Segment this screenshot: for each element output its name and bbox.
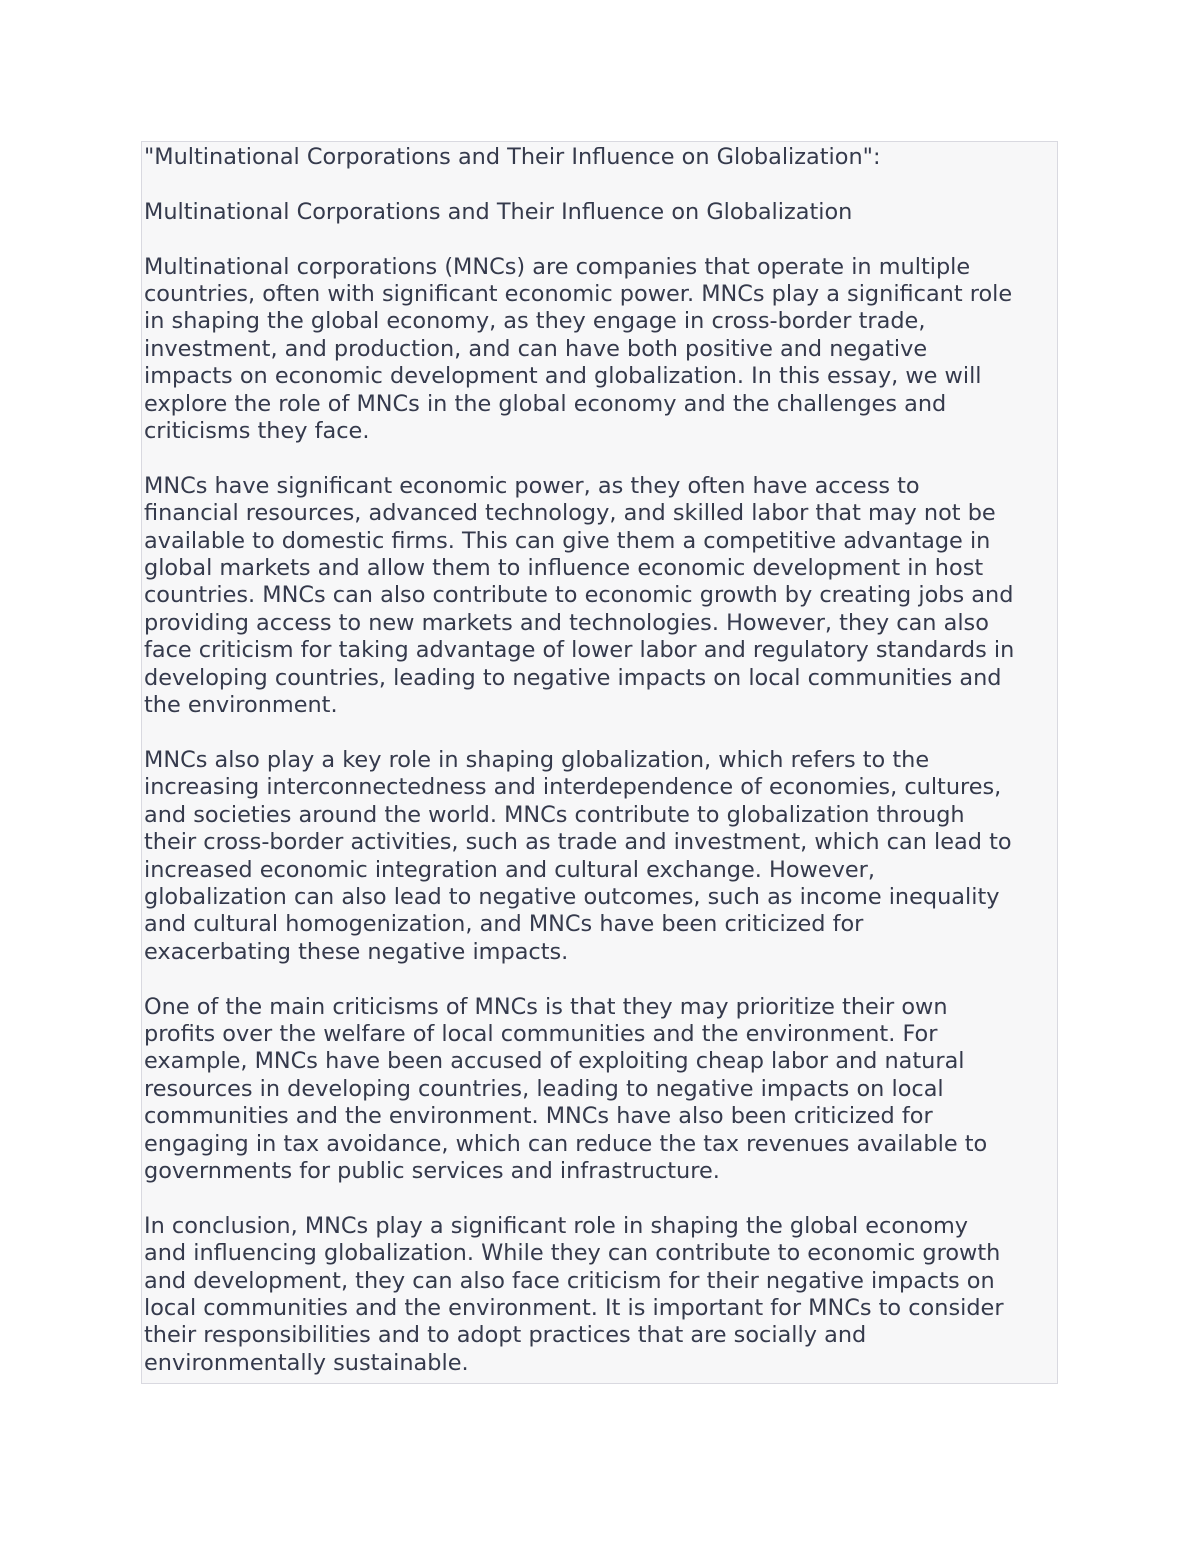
text-line: One of the main criticisms of MNCs is that they may prioritize their own (144, 993, 948, 1020)
text-line: countries. MNCs can also contribute to economic growth by creating jobs and (144, 582, 1014, 609)
text-line: available to domestic firms. This can give them a competitive advantage in (144, 527, 991, 554)
text-line: providing access to new markets and technologies. However, they can also (144, 609, 989, 636)
blank-line (144, 719, 1055, 746)
blank-line (144, 1185, 1055, 1212)
document-body (144, 144, 1055, 1377)
text-line: explore the role of MNCs in the global economy and the challenges and (144, 390, 947, 417)
text-line: increased economic integration and cultural exchange. However, (144, 856, 875, 883)
text-line: global markets and allow them to influence economic development in host (144, 555, 984, 582)
blank-line (144, 171, 1055, 198)
text-line: in shaping the global economy, as they engage in cross-border trade, (144, 308, 926, 335)
text-line: governments for public services and infrastructure. (144, 1157, 720, 1184)
text-line: and cultural homogenization, and MNCs have been criticized for (144, 911, 864, 938)
text-line: In conclusion, MNCs play a significant role in shaping the global economy (144, 1212, 969, 1239)
blank-line (144, 966, 1055, 993)
text-line: the environment. (144, 692, 338, 719)
text-line: criticisms they face. (144, 418, 370, 445)
text-line: Multinational corporations (MNCs) are companies that operate in multiple (144, 253, 971, 280)
text-line: resources in developing countries, leading to negative impacts on local (144, 1075, 944, 1102)
text-line: face criticism for taking advantage of lower labor and regulatory standards in (144, 637, 1015, 664)
document-text-box (141, 141, 1058, 1384)
text-line: investment, and production, and can have both positive and negative (144, 335, 928, 362)
text-line: their responsibilities and to adopt practices that are socially and (144, 1322, 867, 1349)
text-line: financial resources, advanced technology, and skilled labor that may not be (144, 500, 996, 527)
blank-line (144, 445, 1055, 472)
text-line: engaging in tax avoidance, which can reduce the tax revenues available to (144, 1130, 988, 1157)
text-line: Multinational Corporations and Their Influence on Globalization (144, 198, 853, 225)
text-line: communities and the environment. MNCs have also been criticized for (144, 1103, 933, 1130)
text-line: and development, they can also face criticism for their negative impacts on (144, 1267, 995, 1294)
text-line: increasing interconnectedness and interdependence of economies, cultures, (144, 774, 1002, 801)
text-line: countries, often with significant economic power. MNCs play a significant role (144, 281, 1013, 307)
text-line: and influencing globalization. While they can contribute to economic growth (144, 1240, 1001, 1267)
text-line: "Multinational Corporations and Their Influence on Globalization": (144, 144, 881, 170)
text-line: MNCs have significant economic power, as they often have access to (144, 472, 920, 499)
text-line: and societies around the world. MNCs contribute to globalization through (144, 801, 965, 828)
blank-line (144, 226, 1055, 253)
text-line: developing countries, leading to negative impacts on local communities and (144, 664, 1002, 691)
text-line: globalization can also lead to negative outcomes, such as income inequality (144, 883, 1000, 910)
text-line: profits over the welfare of local communities and the environment. For (144, 1020, 938, 1047)
text-line: exacerbating these negative impacts. (144, 938, 569, 965)
text-line: their cross-border activities, such as trade and investment, which can lead to (144, 829, 1012, 856)
text-line: example, MNCs have been accused of exploiting cheap labor and natural (144, 1048, 965, 1075)
text-line: MNCs also play a key role in shaping globalization, which refers to the (144, 746, 930, 773)
text-line: impacts on economic development and globalization. In this essay, we will (144, 363, 982, 390)
text-line: environmentally sustainable. (144, 1349, 469, 1376)
text-line: local communities and the environment. It is important for MNCs to consider (144, 1294, 1004, 1321)
